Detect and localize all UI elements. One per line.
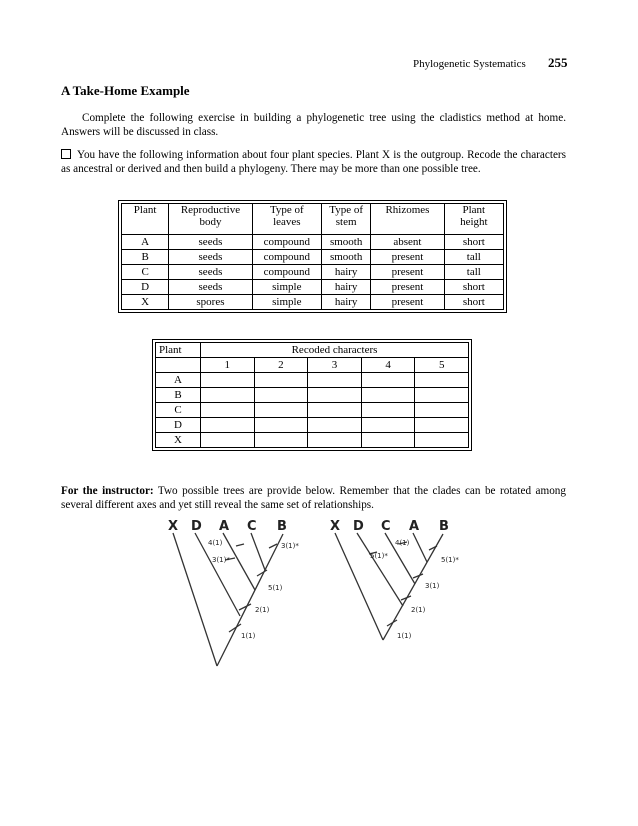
mark-tick <box>236 544 244 546</box>
table-row <box>122 295 504 310</box>
recode-input-cell[interactable] <box>415 373 469 388</box>
taxon-label: C <box>381 519 391 534</box>
mark-label: 3(1)* <box>212 556 230 564</box>
plant-cell: B <box>156 388 201 403</box>
mark-label: 5(1)* <box>370 552 388 560</box>
table-row <box>122 280 504 295</box>
table-cell: short <box>444 235 503 250</box>
taxon-label: X <box>168 519 179 534</box>
table-cell: spores <box>169 295 252 310</box>
mark-label: 2(1) <box>411 606 426 614</box>
running-header: Phylogenetic Systematics <box>413 58 526 70</box>
taxon-label: B <box>277 519 287 534</box>
table-row <box>156 373 469 388</box>
mark-label: 4(1) <box>208 539 223 547</box>
recode-input-cell[interactable] <box>361 388 415 403</box>
table-cell: present <box>371 280 444 295</box>
recode-input-cell[interactable] <box>201 403 255 418</box>
plant-cell: X <box>156 433 201 448</box>
section-title: A Take-Home Example <box>61 83 190 98</box>
table-cell: A <box>122 235 169 250</box>
plant-cell: A <box>156 373 201 388</box>
table-cell: B <box>122 250 169 265</box>
table-cell: short <box>444 280 503 295</box>
group-header: Recoded characters <box>201 343 469 358</box>
task-text: You have the following information about four plant species. Plant X is the outgroup. Recode the characters as ancestral or derived and then build a phylogeny. There may be more than one possible tree. <box>61 149 566 175</box>
table-cell: simple <box>252 295 321 310</box>
recode-input-cell[interactable] <box>361 418 415 433</box>
recode-input-cell[interactable] <box>254 418 308 433</box>
plant-header: Plant <box>156 343 201 358</box>
branch-line <box>251 533 265 570</box>
recode-input-cell[interactable] <box>201 388 255 403</box>
table-cell: D <box>122 280 169 295</box>
mark-label: 4(1) <box>395 539 410 547</box>
col-header: 5 <box>415 358 469 373</box>
recode-input-cell[interactable] <box>415 388 469 403</box>
branch-line <box>173 533 217 666</box>
table-cell: seeds <box>169 280 252 295</box>
checkbox-icon <box>61 149 71 159</box>
recode-input-cell[interactable] <box>201 433 255 448</box>
table-cell: seeds <box>169 250 252 265</box>
recode-input-cell[interactable] <box>254 403 308 418</box>
table-row <box>156 388 469 403</box>
table-cell: X <box>122 295 169 310</box>
task-paragraph <box>61 149 566 176</box>
col-header: Rhizomes <box>371 204 444 235</box>
recode-input-cell[interactable] <box>254 373 308 388</box>
table-cell: hairy <box>322 280 371 295</box>
col-header: Plant <box>122 204 169 235</box>
branch-line <box>335 533 383 640</box>
table-header-row <box>156 343 469 358</box>
instructor-note <box>61 485 566 512</box>
col-header: Type of stem <box>322 204 371 235</box>
table-row <box>156 418 469 433</box>
recode-input-cell[interactable] <box>308 403 362 418</box>
table-cell: seeds <box>169 235 252 250</box>
col-header: Reproductive body <box>169 204 252 235</box>
instructor-label: For the instructor: <box>61 485 154 497</box>
taxon-label: D <box>353 519 364 534</box>
recode-input-cell[interactable] <box>361 373 415 388</box>
table-cell: simple <box>252 280 321 295</box>
col-header: Plant height <box>444 204 503 235</box>
table-cell: smooth <box>322 235 371 250</box>
table-cell: seeds <box>169 265 252 280</box>
branch-line <box>217 534 283 666</box>
trees-diagram <box>165 518 475 668</box>
recode-input-cell[interactable] <box>308 388 362 403</box>
character-data-table <box>121 203 504 310</box>
recode-input-cell[interactable] <box>415 403 469 418</box>
mark-label: 1(1) <box>241 632 256 640</box>
recode-input-cell[interactable] <box>361 433 415 448</box>
table-header-row <box>156 358 469 373</box>
table-row <box>156 433 469 448</box>
taxon-label: B <box>439 519 449 534</box>
table-cell: present <box>371 250 444 265</box>
table-cell: compound <box>252 235 321 250</box>
table-cell: compound <box>252 265 321 280</box>
table-cell: short <box>444 295 503 310</box>
recode-input-cell[interactable] <box>201 373 255 388</box>
mark-label: 1(1) <box>397 632 412 640</box>
mark-label: 2(1) <box>255 606 270 614</box>
taxon-label: A <box>409 519 420 534</box>
taxon-label: D <box>191 519 202 534</box>
table-cell: compound <box>252 250 321 265</box>
table-cell: absent <box>371 235 444 250</box>
table-cell: C <box>122 265 169 280</box>
table-cell: smooth <box>322 250 371 265</box>
taxon-label: X <box>330 519 341 534</box>
mark-label: 3(1) <box>425 582 440 590</box>
intro-paragraph: Complete the following exercise in building a phylogenetic tree using the cladistics method at home. Answers will be discussed in class. <box>61 112 566 138</box>
tree-1 <box>173 533 283 666</box>
table-cell: tall <box>444 265 503 280</box>
page-number: 255 <box>548 55 568 70</box>
table-row <box>122 235 504 250</box>
table-cell: present <box>371 265 444 280</box>
recode-input-cell[interactable] <box>415 433 469 448</box>
recode-input-cell[interactable] <box>361 403 415 418</box>
table-row <box>122 265 504 280</box>
recode-input-cell[interactable] <box>308 418 362 433</box>
col-header: 4 <box>361 358 415 373</box>
taxon-label: C <box>247 519 257 534</box>
branch-line <box>413 533 427 562</box>
col-header: 1 <box>201 358 255 373</box>
mark-label: 5(1) <box>268 584 283 592</box>
recode-input-cell[interactable] <box>254 388 308 403</box>
recode-input-cell[interactable] <box>415 418 469 433</box>
recode-input-cell[interactable] <box>201 418 255 433</box>
phylogenetic-trees <box>165 518 475 668</box>
plant-cell: C <box>156 403 201 418</box>
mark-label: 3(1)* <box>281 542 299 550</box>
table-cell: hairy <box>322 295 371 310</box>
recode-input-cell[interactable] <box>308 433 362 448</box>
recode-input-cell[interactable] <box>308 373 362 388</box>
table-header-row <box>122 204 504 235</box>
taxon-label: A <box>219 519 230 534</box>
table-cell: present <box>371 295 444 310</box>
col-header: 2 <box>254 358 308 373</box>
table-cell: tall <box>444 250 503 265</box>
recode-input-cell[interactable] <box>254 433 308 448</box>
mark-label: 5(1)* <box>441 556 459 564</box>
instructor-text: Two possible trees are provide below. Remember that the clades can be rotated among several different axes and yet still reveal the same set of relationships. <box>61 485 566 511</box>
col-header: 3 <box>308 358 362 373</box>
table-cell: hairy <box>322 265 371 280</box>
table-row <box>122 250 504 265</box>
col-header: Type of leaves <box>252 204 321 235</box>
recoded-characters-table <box>155 342 469 448</box>
plant-cell: D <box>156 418 201 433</box>
table-row <box>156 403 469 418</box>
